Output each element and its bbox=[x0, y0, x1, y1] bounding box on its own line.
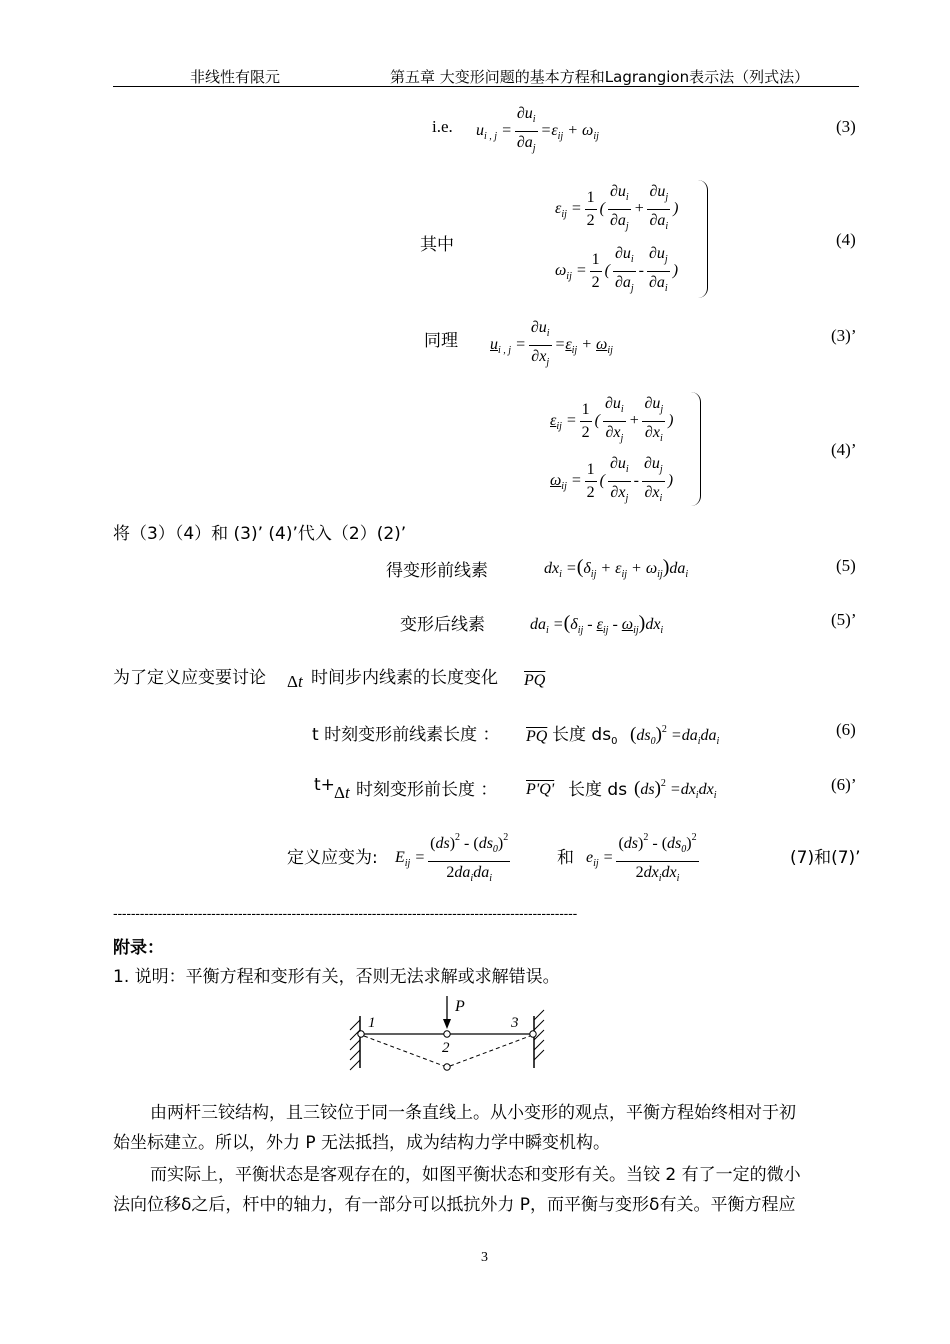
eq5-label: (5) bbox=[836, 556, 856, 575]
eq7-label: (7)和(7)’ bbox=[790, 848, 861, 868]
eq6-mid bbox=[552, 720, 617, 747]
hinge-1 bbox=[358, 1031, 364, 1037]
node-label-2: 2 bbox=[442, 1040, 450, 1056]
eq3-label: (3) bbox=[836, 117, 856, 136]
eq4p-formula: $\varepsilon_{ij}$ = $\frac{1}{2}$ ( $\frac{\partial u_i}{\partial x_j}$ + $\frac{\partial u_j}{\partial x_i}$ ) $\omega_{ij}$ = $\frac{1}{2}$ ( $\frac{\partial u_i}{\partial x_j}$ - $\frac{\partial u_j}{\partial x_i}$ ) bbox=[550, 392, 701, 506]
appendix-item1: 1. 说明：平衡方程和变形有关，否则无法求解或求解错误。 bbox=[113, 967, 560, 987]
para2-line2: 法向位移δ之后，杆中的轴力，有一部分可以抵抗外力 P，而平衡与变形δ有关。平衡方程应 bbox=[113, 1195, 796, 1215]
eq3-prefix: i.e. bbox=[432, 117, 453, 136]
load-label: P bbox=[455, 998, 465, 1015]
eq7-and: 和 bbox=[557, 848, 574, 868]
eq5p-formula: $da_i =(\delta_{ij} - \varepsilon_{ij} - \omega_{ij})dx_i$ bbox=[530, 612, 664, 636]
eq6-prefix: t 时刻变形前线素长度 ： bbox=[312, 725, 500, 745]
delta-t-2: Δt bbox=[334, 783, 350, 802]
eq6p-prefix: t+ bbox=[314, 775, 335, 795]
eq4-prefix: 其中 bbox=[420, 235, 454, 255]
appendix-title: 附录： bbox=[113, 938, 164, 958]
eq6-mid-text: 长度 ds bbox=[552, 725, 612, 745]
left-support-hatch bbox=[350, 1020, 360, 1070]
eq6p-pq: P'Q' bbox=[526, 781, 555, 798]
eq7-prefix: 定义应变为: bbox=[287, 848, 378, 868]
header-right: 第五章 大变形问题的基本方程和Lagrangion表示法（列式法） bbox=[390, 68, 810, 86]
eq3p-formula: $u_{i , j}$ = $\frac{\partial u_i}{\partial x_j}$ $=\varepsilon_{ij} + \omega_{ij}$ bbox=[490, 319, 613, 368]
para1-line1: 由两杆三铰结构，且三铰位于同一条直线上。从小变形的观点，平衡方程始终相对于初 bbox=[150, 1103, 796, 1123]
hinge-3 bbox=[530, 1031, 536, 1037]
define-line-a: 为了定义应变要讨论 bbox=[113, 668, 266, 688]
substitute-line: 将（3）（4）和 (3)’ (4)’代入（2）(2)’ bbox=[113, 524, 407, 544]
eq4-label: (4) bbox=[836, 230, 856, 249]
header-rule bbox=[113, 86, 859, 87]
eq7-formula-e: $e_{ij}$ = $\frac{(ds)^2 - (ds_0)^2}{2dx_idx_i}$ bbox=[586, 828, 702, 889]
eq6-pq: $\overline{PQ}$ bbox=[526, 728, 548, 745]
eq6p-formula: $(ds)^2 =dx_idx_i$ bbox=[634, 778, 717, 801]
define-line-b: 时间步内线素的长度变化 bbox=[311, 668, 498, 688]
page-number: 3 bbox=[481, 1250, 488, 1265]
eq7-formula-E: $E_{ij}$ = $\frac{(ds)^2 - (ds_0)^2}{2da_ida_i}$ bbox=[395, 828, 513, 889]
eq4p-label: (4)’ bbox=[831, 440, 857, 459]
deformed-bar-right bbox=[450, 1036, 530, 1066]
hinge-2 bbox=[444, 1031, 450, 1037]
eq3p-prefix: 同理 bbox=[424, 331, 458, 351]
node-label-3: 3 bbox=[511, 1015, 519, 1031]
eq6p-prefix2: 时刻变形前长度 ： bbox=[356, 780, 498, 800]
eq5p-label: (5)’ bbox=[831, 610, 857, 629]
dashed-separator: -------------------------------------------------------------------------------------------------------- bbox=[113, 905, 578, 921]
eq4-formula: $\varepsilon_{ij}$ = $\frac{1}{2}$ ( $\frac{\partial u_i}{\partial a_j}$ + $\frac{\partial u_j}{\partial a_i}$ ) $\omega_{ij}$ = $\frac{1}{2}$ ( $\frac{\partial u_i}{\partial a_j}$ - $\frac{\partial u_j}{\partial a_i}$ ) bbox=[555, 180, 708, 298]
para1-line2: 始坐标建立。所以，外力 P 无法抵挡，成为结构力学中瞬变机构。 bbox=[113, 1133, 611, 1153]
eq5-prefix: 得变形前线素 bbox=[386, 561, 488, 581]
para2-line1: 而实际上，平衡状态是客观存在的，如图平衡状态和变形有关。当铰 2 有了一定的微小 bbox=[150, 1165, 801, 1185]
pq-symbol: $\overline{PQ}$ bbox=[524, 672, 546, 689]
eq3p-label: (3)’ bbox=[831, 326, 857, 345]
eq3-formula: $u_{i , j}$ = $\frac{\partial u_i}{\partial a_j}$ $=\varepsilon_{ij} + \omega_{ij}$ bbox=[476, 105, 599, 154]
eq6-formula: $(ds_0)^2 =da_ida_i$ bbox=[630, 724, 720, 747]
eq6p-mid: 长度 ds bbox=[568, 780, 628, 800]
hinge-2-displaced bbox=[444, 1064, 450, 1070]
deformed-bar-left bbox=[364, 1036, 444, 1066]
eq5p-prefix: 变形后线素 bbox=[400, 615, 485, 635]
eq6p-label: (6)’ bbox=[831, 775, 857, 794]
header-left: 非线性有限元 bbox=[190, 68, 281, 86]
eq6-label: (6) bbox=[836, 720, 856, 739]
load-arrow-head bbox=[443, 1019, 451, 1029]
node-label-1: 1 bbox=[368, 1015, 376, 1031]
eq6-mid-sub: 0 bbox=[611, 736, 618, 747]
delta-t-1: Δt bbox=[287, 672, 303, 691]
eq5-formula: $dx_i =(\delta_{ij} + \varepsilon_{ij} + \omega_{ij})da_i$ bbox=[544, 556, 689, 580]
